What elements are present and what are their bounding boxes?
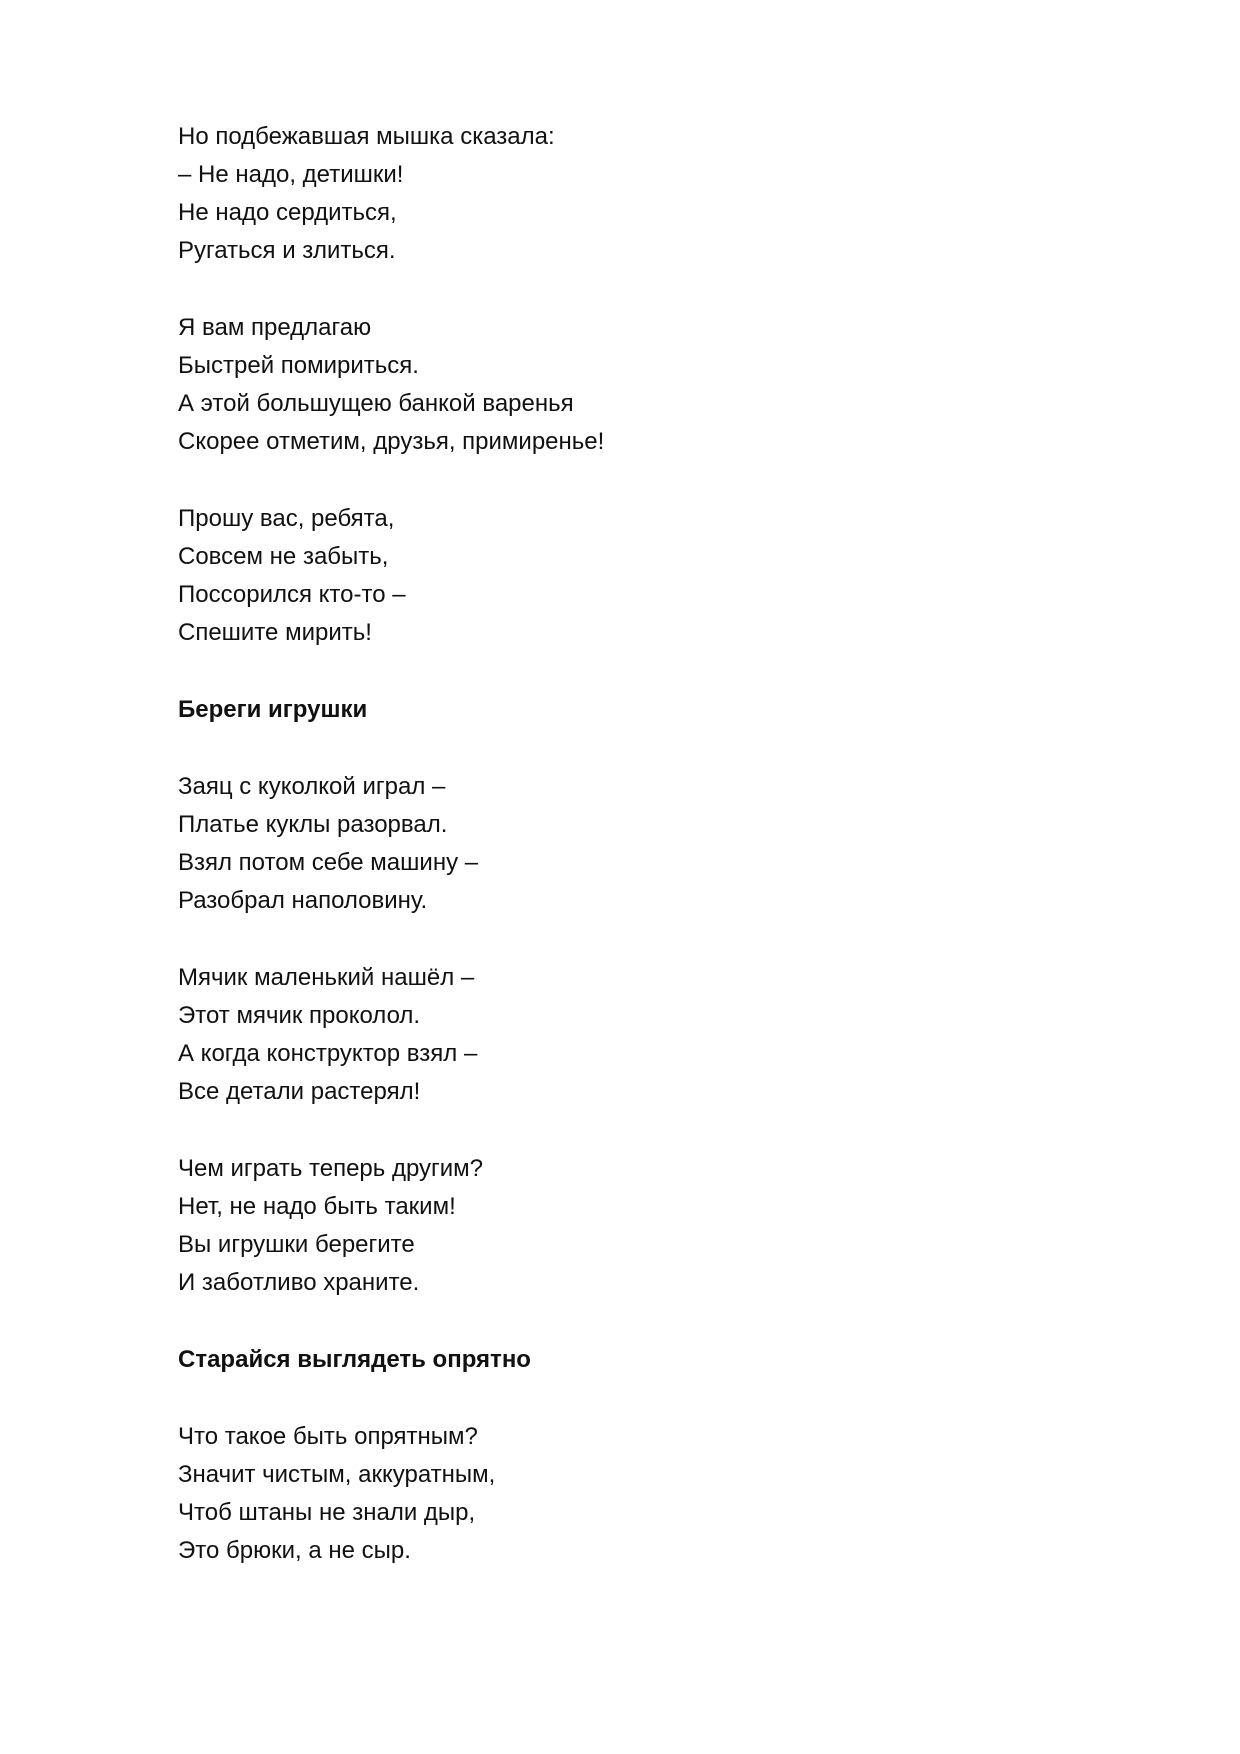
poem-line: А когда конструктор взял – [178,1040,478,1067]
poem-title: Береги игрушки [178,696,368,723]
poem-line: Этот мячик проколол. [178,1002,421,1029]
poem-line: Нет, не надо быть таким! [178,1193,456,1220]
poem-line: Быстрей помириться. [178,352,419,379]
poem-title: Старайся выглядеть опрятно [178,1346,531,1373]
poem-line: Мячик маленький нашёл – [178,964,475,991]
poem-line: И заботливо храните. [178,1269,420,1296]
poem-line: Что такое быть опрятным? [178,1423,478,1450]
poem-line: Все детали растерял! [178,1078,421,1105]
poem-line: Ругаться и злиться. [178,237,396,264]
poem-line: Чтоб штаны не знали дыр, [178,1499,476,1526]
poem-line: Значит чистым, аккуратным, [178,1461,496,1488]
poem-line: – Не надо, детишки! [178,161,404,188]
poem-line: Поссорился кто-то – [178,581,406,608]
poem-line: Скорее отметим, друзья, примиренье! [178,428,605,455]
poem-line: Вы игрушки берегите [178,1231,415,1258]
poem-line: Заяц с куколкой играл – [178,773,446,800]
poem-line: Совсем не забыть, [178,543,389,570]
poem-line: Не надо сердиться, [178,199,397,226]
poem-line: Это брюки, а не сыр. [178,1537,411,1564]
poem-line: Взял потом себе машину – [178,849,479,876]
poem-line: Я вам предлагаю [178,314,372,341]
poem-line: Прошу вас, ребята, [178,505,395,532]
poem-line: Разобрал наполовину. [178,887,428,914]
poem-line: Но подбежавшая мышка сказала: [178,123,555,150]
poem-line: А этой большущею банкой варенья [178,390,574,417]
poem-line: Платье куклы разорвал. [178,811,448,838]
poem-line: Чем играть теперь другим? [178,1155,484,1182]
poem-line: Спешите мирить! [178,619,372,646]
